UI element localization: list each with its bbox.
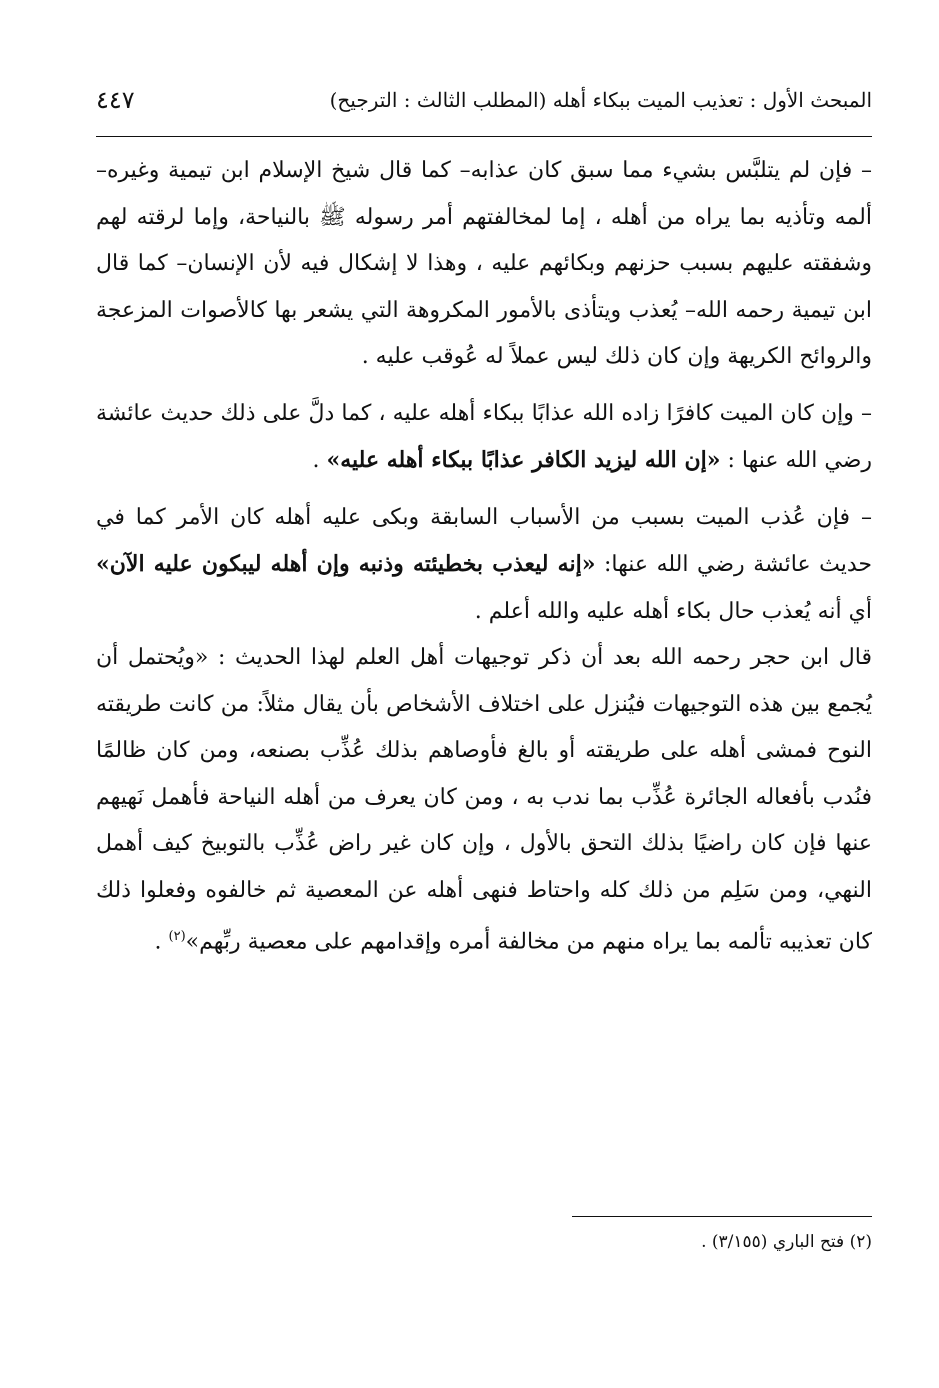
paragraph-3	[96, 495, 872, 636]
paragraph-1: – فإن لم يتلبَّس بشيء مما سبق كان عذابه– كما قال شيخ الإسلام ابن تيمية وغيره– ألمه وتأذيه بما يراه من أهله ، إما لمخالفتهم أمر رسوله ﷺ بالنياحة، وإما لرقته لهم وشفقته عليهم بسبب حزنهم وبكائهم عليه ، وهذا لا إشكال فيه لأن الإنسان– كما قال ابن تيمية رحمه الله– يُعذب ويتأذى بالأمور المكروهة التي يشعر بها كالأصوات المزعجة والروائح الكريهة وإن كان ذلك ليس عملاً له عُوقب عليه .	[96, 158, 872, 369]
footnote: (٢) فتح الباري (٣/١٥٥) .	[701, 1232, 872, 1252]
paragraph-4	[96, 635, 872, 966]
footnote-reference: (٢)	[168, 929, 186, 944]
paragraph-4-end: .	[154, 929, 169, 955]
header-title: المبحث الأول : تعذيب الميت ببكاء أهله (المطلب الثالث : الترجيح)	[329, 88, 872, 112]
paragraph-2	[96, 391, 872, 485]
body-text	[96, 148, 872, 966]
paragraph-4-text: قال ابن حجر رحمه الله بعد أن ذكر توجيهات أهل العلم لهذا الحديث : «ويُحتمل أن يُجمع بين هذه التوجيهات فيُنزل على اختلاف الأشخاص بأن يقال مثلاً: من كانت طريقته النوح فمشى أهله على طريقته أو بالغ فأوصاهم بذلك عُذِّب بصنعه، ومن كان ظالمًا فنُدب بأفعاله الجائرة عُذِّب بما ندب به ، ومن كان يعرف من أهله النياحة فأهمل نَهيهم عنها فإن كان راضيًا بذلك التحق بالأول ، وإن كان غير راض عُذِّب بالتوبيخ كيف أهمل النهي، ومن سَلِم من ذلك كله واحتاط فنهى أهله عن المعصية ثم خالفوه وفعلوا ذلك كان تعذيبه تألمه بما يراه منهم من مخالفة أمره وإقدامهم على معصية ربِّهم»	[96, 645, 872, 955]
hadith-quote-2: «إنه ليعذب بخطيئته وذنبه وإن أهله ليبكون عليه الآن»	[96, 551, 596, 577]
paragraph-3-text: – فإن عُذب الميت بسبب من الأسباب السابقة وبكى عليه أهله كان الأمر كما في حديث عائشة رضي الله عنها:	[96, 504, 872, 577]
footnote-divider	[572, 1216, 872, 1217]
page-number: ٤٤٧	[96, 86, 135, 114]
hadith-quote-1: «إن الله ليزيد الكافر عذابًا ببكاء أهله عليه»	[326, 447, 721, 473]
paragraph-3-end: أي أنه يُعذب حال بكاء أهله عليه والله أعلم .	[474, 598, 872, 624]
header-divider	[96, 136, 872, 137]
paragraph-2-text: – وإن كان الميت كافرًا زاده الله عذابًا ببكاء أهله عليه ، كما دلَّ على ذلك حديث عائشة رضي الله عنها :	[96, 400, 872, 473]
running-header	[96, 86, 872, 134]
paragraph-2-end: .	[312, 448, 327, 473]
